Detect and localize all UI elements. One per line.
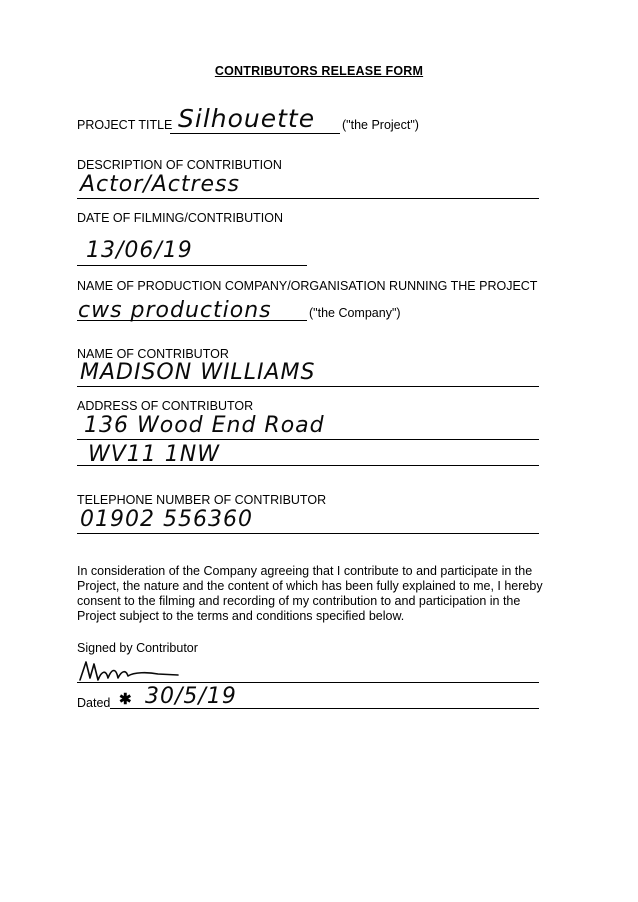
address-label: ADDRESS OF CONTRIBUTOR [77,399,254,413]
consent-paragraph: In consideration of the Company agreeing that I contribute to and participate in the Project, the nature and the content of which has been fully explained to me, I hereby consent to the filming and recording of my contribution to and participation in the Project subject to the terms and conditions specified below. [77,564,543,623]
project-title-label: PROJECT TITLE [77,118,173,132]
contributor-line [77,386,539,387]
project-title-value: Silhouette [178,104,316,133]
dated-line [110,708,539,709]
contributor-signature [78,656,188,684]
company-label: NAME OF PRODUCTION COMPANY/ORGANISATION RUNNING THE PROJECT [77,279,538,293]
dated-label: Dated [77,696,111,710]
company-suffix: ("the Company") [309,306,401,320]
date-line [77,265,307,266]
description-label: DESCRIPTION OF CONTRIBUTION [77,158,282,172]
telephone-label: TELEPHONE NUMBER OF CONTRIBUTOR [77,493,327,507]
date-label: DATE OF FILMING/CONTRIBUTION [77,211,284,225]
company-value: cws productions [78,298,272,323]
contributor-value: MADISON WILLIAMS [80,360,316,385]
form-title: CONTRIBUTORS RELEASE FORM [214,64,424,78]
address-line2 [77,465,539,466]
signed-label: Signed by Contributor [77,641,198,655]
date-value: 13/06/19 [86,238,193,263]
telephone-line [77,533,539,534]
company-line [77,320,307,321]
address-line2-value: WV11 1NW [88,442,220,467]
address-line1 [77,439,539,440]
telephone-value: 01902 556360 [80,507,253,532]
contributor-label: NAME OF CONTRIBUTOR [77,347,229,361]
description-line [77,198,539,199]
project-title-line [170,133,340,134]
address-line1-value: 136 Wood End Road [84,413,325,438]
description-value: Actor/Actress [80,172,240,197]
ink-blot-icon: ✱ [119,691,132,708]
dated-value: 30/5/19 [145,684,237,709]
project-suffix: ("the Project") [342,118,419,132]
signature-line [77,682,539,683]
